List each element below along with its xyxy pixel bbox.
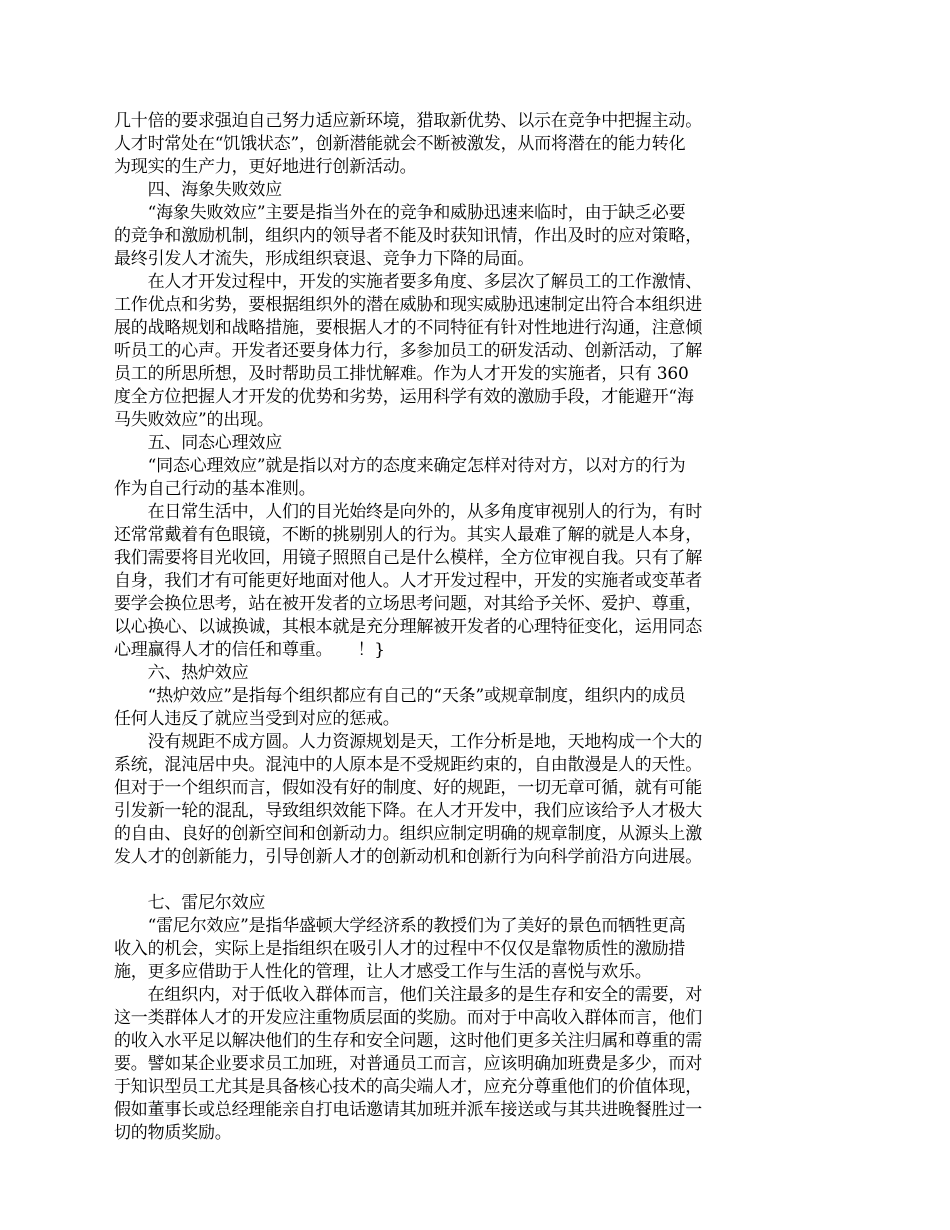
section-heading: 四、海象失败效应	[114, 180, 282, 200]
text-line: 听员工的心声。开发者还要身体力行，多参加员工的研发活动、创新活动，了解	[114, 341, 702, 361]
text-line: 心理赢得人才的信任和尊重。 ！}	[114, 640, 385, 660]
text-line: 展的战略规划和战略措施，要根据人才的不同特征有针对性地进行沟通，注意倾	[114, 318, 702, 338]
text-line: 假如董事长或总经理能亲自打电话邀请其加班并派车接送或与其共进晚餐胜过一	[114, 1100, 702, 1120]
text-line: 为现实的生产力，更好地进行创新活动。	[114, 157, 417, 177]
text-line: “海象失败效应”主要是指当外在的竞争和威胁迅速来临时，由于缺乏必要	[114, 203, 686, 223]
blank-line	[114, 869, 770, 892]
text-line: 几十倍的要求强迫自己努力适应新环境，猎取新优势、以示在竞争中把握主动。	[114, 111, 702, 131]
text-line: 在日常生活中，人们的目光始终是向外的，从多角度审视别人的行为，有时	[114, 502, 702, 522]
text-line: “雷尼尔效应”是指华盛顿大学经济系的教授们为了美好的景色而牺牲更高	[114, 916, 686, 936]
section-heading: 七、雷尼尔效应	[114, 893, 266, 913]
text-line: 还常常戴着有色眼镜，不断的挑剔别人的行为。其实人最难了解的就是人本身，	[114, 525, 702, 545]
text-line: 工作优点和劣势，要根据组织外的潜在威胁和现实威胁迅速制定出符合本组织进	[114, 295, 702, 315]
text-line: 员工的所思所想，及时帮助员工排忧解难。作为人才开发的实施者，只有 360	[114, 364, 689, 384]
text-line: 没有规距不成方圆。人力资源规划是天，工作分析是地，天地构成一个大的	[114, 732, 702, 752]
text-line: 要。譬如某企业要求员工加班，对普通员工而言，应该明确加班费是多少，而对	[114, 1054, 702, 1074]
text-line: 任何人违反了就应当受到对应的惩戒。	[114, 709, 400, 729]
text-line: 度全方位把握人才开发的优势和劣势，运用科学有效的激励手段，才能避开“海	[114, 387, 694, 407]
text-line: 切的物质奖励。	[114, 1123, 232, 1143]
section-heading: 六、热炉效应	[114, 663, 249, 683]
text-line: 系统，混沌居中央。混沌中的人原本是不受规距约束的，自由散漫是人的天性。	[114, 755, 702, 775]
text-line: 的自由、良好的创新空间和创新动力。组织应制定明确的规章制度，从源头上激	[114, 824, 702, 844]
text-line: 我们需要将目光收回，用镜子照照自己是什么模样，全方位审视自我。只有了解	[114, 548, 702, 568]
text-line: 这一类群体人才的开发应注重物质层面的奖励。而对于中高收入群体而言，他们	[114, 1008, 702, 1028]
text-line: “同态心理效应”就是指以对方的态度来确定怎样对待对方，以对方的行为	[114, 456, 686, 476]
text-line: 最终引发人才流失，形成组织衰退、竞争力下降的局面。	[114, 249, 534, 269]
text-line: 马失败效应”的出现。	[114, 410, 274, 430]
text-line: 施，更多应借助于人性化的管理，让人才感受工作与生活的喜悦与欢乐。	[114, 962, 652, 982]
text-line: 收入的机会，实际上是指组织在吸引人才的过程中不仅仅是靠物质性的激励措	[114, 939, 686, 959]
section-heading: 五、同态心理效应	[114, 433, 282, 453]
text-line: 在组织内，对于低收入群体而言，他们关注最多的是生存和安全的需要，对	[114, 985, 702, 1005]
text-line: 在人才开发过程中，开发的实施者要多角度、多层次了解员工的工作激情、	[114, 272, 702, 292]
text-line: 的竞争和激励机制，组织内的领导者不能及时获知讯情，作出及时的应对策略，	[114, 226, 702, 246]
text-line: 以心换心、以诚换诚，其根本就是充分理解被开发者的心理特征变化，运用同态	[114, 617, 702, 637]
text-line: 引发新一轮的混乱，导致组织效能下降。在人才开发中，我们应该给予人才极大	[114, 801, 702, 821]
text-line: 但对于一个组织而言，假如没有好的制度、好的规距，一切无章可循，就有可能	[114, 778, 702, 798]
text-line: 发人才的创新能力，引导创新人才的创新动机和创新行为向科学前沿方向进展。	[114, 847, 702, 867]
text-line: 自身，我们才有可能更好地面对他人。人才开发过程中，开发的实施者或变革者	[114, 571, 702, 591]
document-body	[114, 110, 770, 1145]
text-line: 作为自己行动的基本准则。	[114, 479, 316, 499]
text-line: 要学会换位思考，站在被开发者的立场思考问题，对其给予关怀、爱护、尊重，	[114, 594, 702, 614]
text-line: 人才时常处在“饥饿状态”，创新潜能就会不断被激发，从而将潜在的能力转化	[114, 134, 686, 154]
text-line: 的收入水平足以解决他们的生存和安全问题，这时他们更多关注归属和尊重的需	[114, 1031, 702, 1051]
text-line: 于知识型员工尤其是具备核心技术的高尖端人才，应充分尊重他们的价值体现，	[114, 1077, 702, 1097]
text-line: “热炉效应”是指每个组织都应有自己的“天条”或规章制度，组织内的成员	[114, 686, 686, 706]
